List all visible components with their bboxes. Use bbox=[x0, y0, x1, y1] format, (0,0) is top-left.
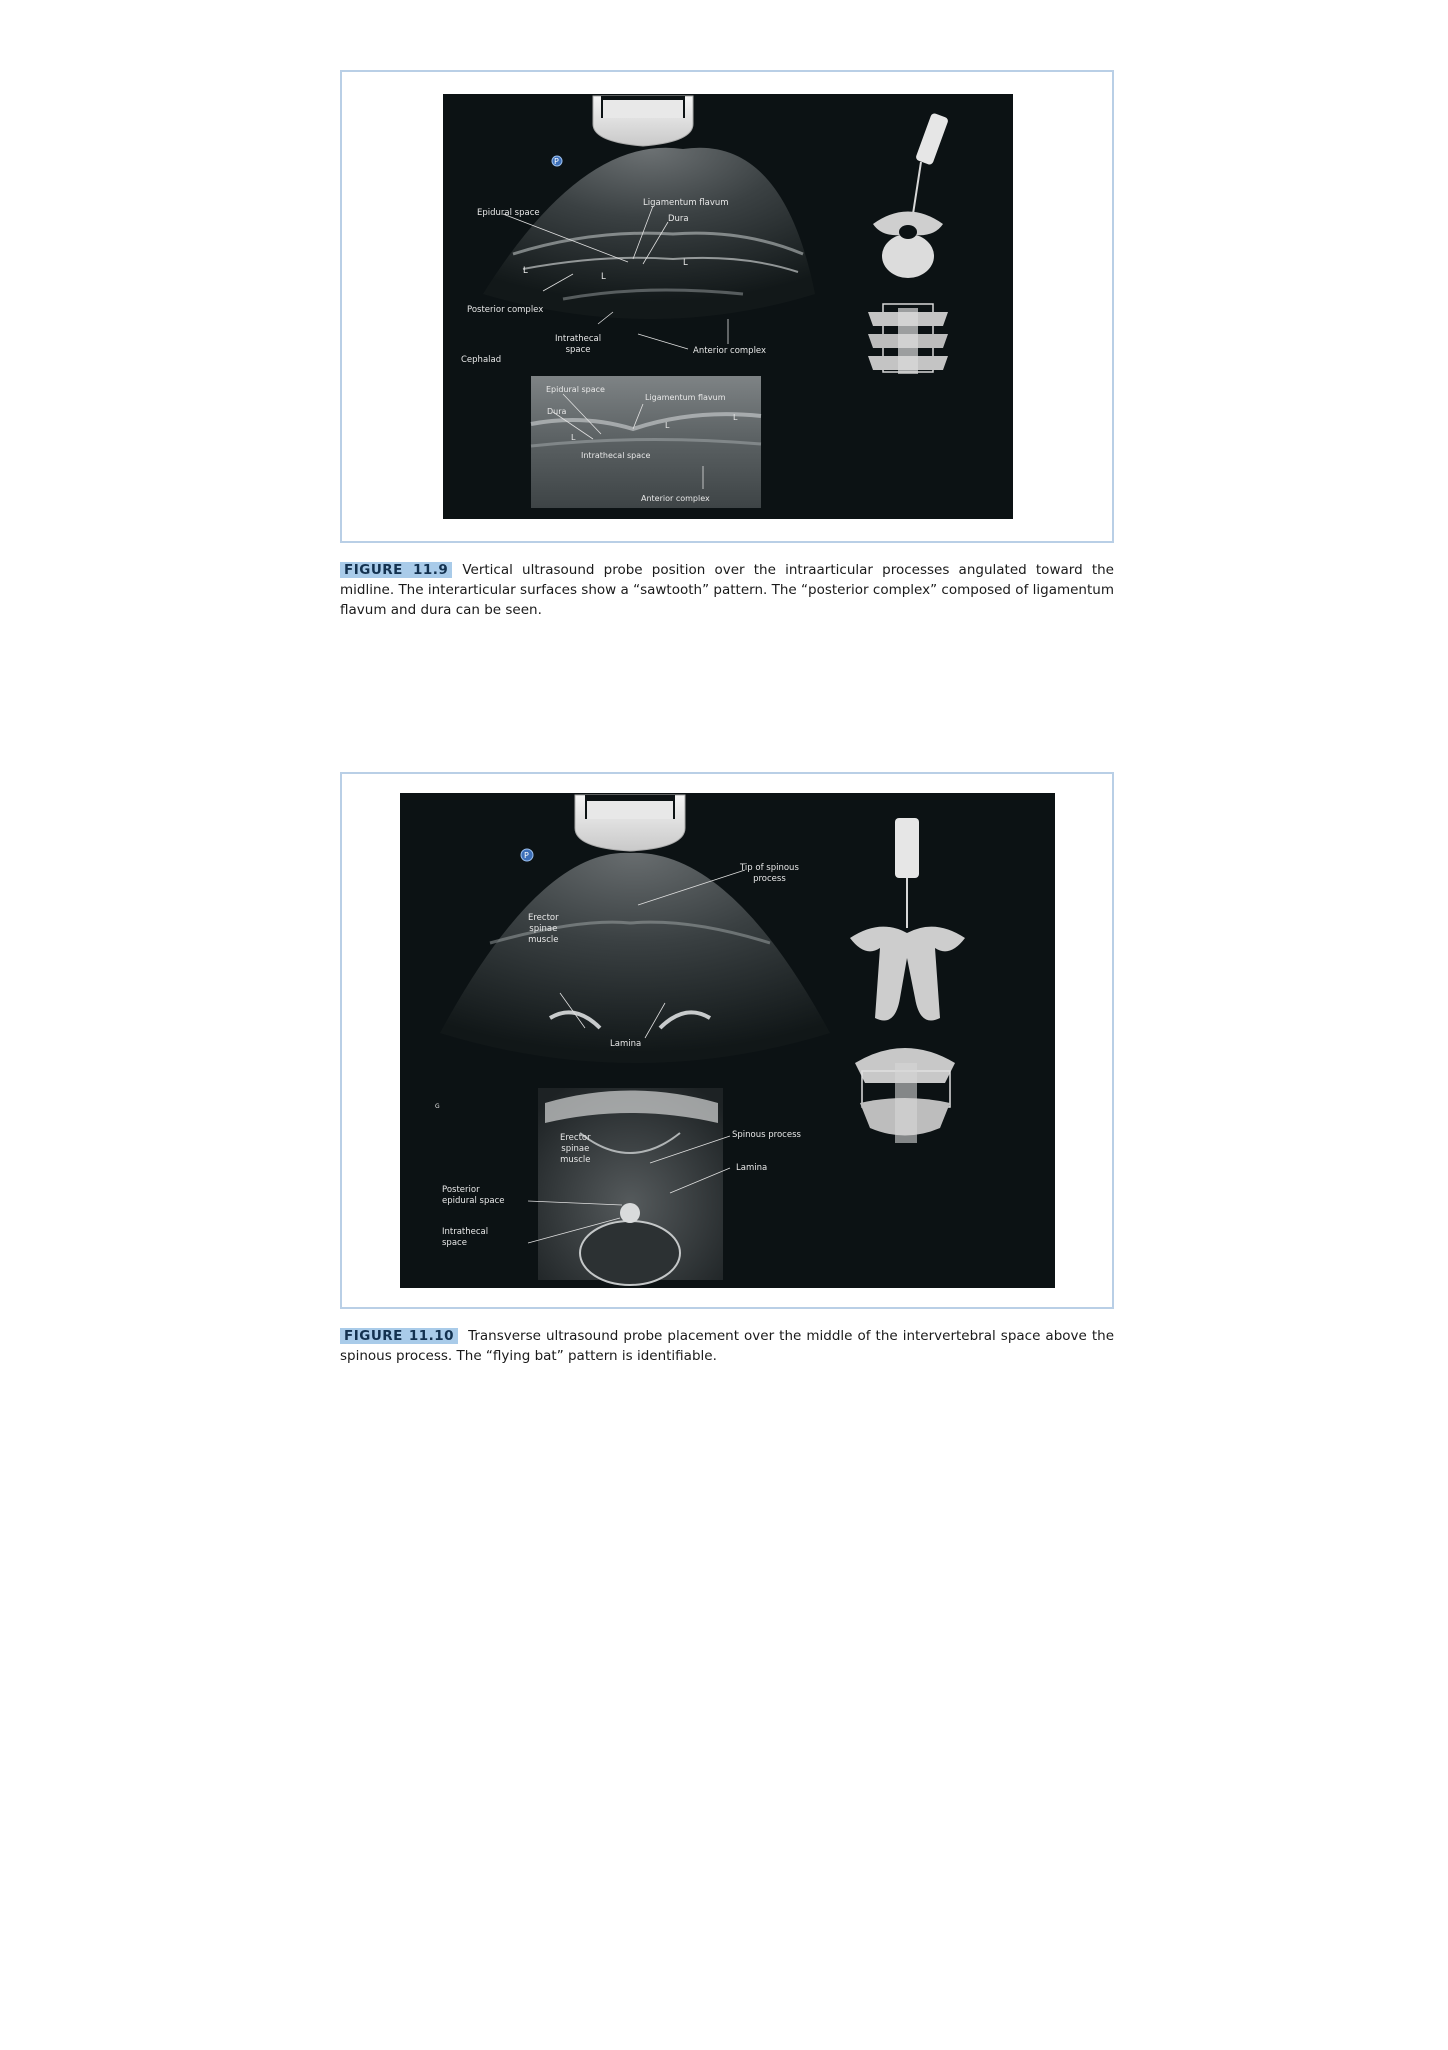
vertebra-illustration bbox=[873, 112, 949, 278]
mri-label-spinous-process: Spinous process bbox=[732, 1130, 801, 1140]
inset-label-l-mark-1: L bbox=[571, 433, 576, 442]
label-tip-line2: process bbox=[753, 874, 786, 884]
label-dura: Dura bbox=[668, 214, 689, 224]
label-posterior-complex: Posterior complex bbox=[467, 305, 544, 315]
label-tip-of-spinous-process bbox=[740, 863, 799, 885]
mri-label-erector-line3: muscle bbox=[560, 1155, 591, 1165]
inset-label-ligamentum-flavum: Ligamentum flavum bbox=[645, 393, 726, 402]
label-ligamentum-flavum: Ligamentum flavum bbox=[643, 198, 729, 208]
figure-11-9-caption-text: Vertical ultrasound probe position over the intraarticular processes angulated toward the midline. The interarticular surfaces show a “sawtooth” pattern. The “posterior complex” composed of ligamentum flavum and dura can be seen. bbox=[340, 562, 1114, 618]
inset-label-anterior-complex: Anterior complex bbox=[641, 494, 710, 503]
mri-label-intrathecal-line1: Intrathecal bbox=[442, 1227, 489, 1237]
figure-11-9-label: FIGURE 11.9 bbox=[340, 562, 452, 578]
label-tip-line1: Tip of spinous bbox=[740, 863, 799, 873]
label-l-mark-1: L bbox=[523, 266, 528, 276]
mri-label-posterior-epidural-space bbox=[442, 1185, 504, 1207]
label-intrathecal-space bbox=[555, 334, 601, 356]
mri-label-erector-line2: spinae bbox=[561, 1144, 590, 1154]
figure-11-10-label: FIGURE 11.10 bbox=[340, 1328, 458, 1344]
mri-label-posterior-line1: Posterior bbox=[442, 1185, 480, 1195]
label-erector-line1: Erector bbox=[528, 913, 559, 923]
label-l-mark-3: L bbox=[683, 258, 688, 268]
figure-11-10-ultrasound-svg bbox=[400, 793, 1055, 1288]
spine-posterior-illustration bbox=[855, 1048, 955, 1143]
inset-label-dura: Dura bbox=[547, 407, 567, 416]
label-erector-line2: spinae bbox=[529, 924, 558, 934]
label-erector-spinae-muscle bbox=[528, 913, 559, 946]
spine-lateral-illustration bbox=[868, 304, 948, 374]
label-intrathecal-line2: space bbox=[565, 345, 591, 355]
mri-label-lamina: Lamina bbox=[736, 1163, 768, 1173]
label-epidural-space: Epidural space bbox=[477, 208, 540, 218]
label-l-mark-2: L bbox=[601, 272, 606, 282]
label-lamina: Lamina bbox=[610, 1039, 642, 1049]
mri-label-erector-spinae-muscle bbox=[560, 1133, 591, 1166]
figure-11-9-caption bbox=[340, 560, 1114, 620]
inset-label-l-mark-3: L bbox=[733, 413, 738, 422]
mri-label-posterior-line2: epidural space bbox=[442, 1196, 505, 1206]
label-probe-marker: P bbox=[524, 851, 529, 860]
figure-11-10-image bbox=[400, 793, 1055, 1288]
figure-11-10-caption bbox=[340, 1326, 1114, 1366]
figure-11-10-caption-text: Transverse ultrasound probe placement over the middle of the intervertebral space above the spinous process. The “flying bat” pattern is identifiable. bbox=[340, 1328, 1115, 1364]
label-anterior-complex: Anterior complex bbox=[693, 346, 767, 356]
figure-11-9-image bbox=[443, 94, 1013, 519]
mri-label-intrathecal-space bbox=[442, 1227, 488, 1249]
label-erector-line3: muscle bbox=[528, 935, 559, 945]
vertebra-illustration bbox=[850, 818, 965, 1021]
label-cephalad: Cephalad bbox=[461, 355, 502, 365]
label-g-mark: G bbox=[435, 1103, 440, 1110]
label-probe-marker: P bbox=[554, 157, 559, 166]
mri-label-intrathecal-line2: space bbox=[442, 1238, 467, 1248]
inset-label-epidural-space: Epidural space bbox=[546, 385, 605, 394]
label-intrathecal-line1: Intrathecal bbox=[555, 334, 602, 344]
inset-label-l-mark-2: L bbox=[665, 421, 670, 430]
mri-label-erector-line1: Erector bbox=[560, 1133, 591, 1143]
inset-label-intrathecal-space: Intrathecal space bbox=[581, 451, 651, 460]
